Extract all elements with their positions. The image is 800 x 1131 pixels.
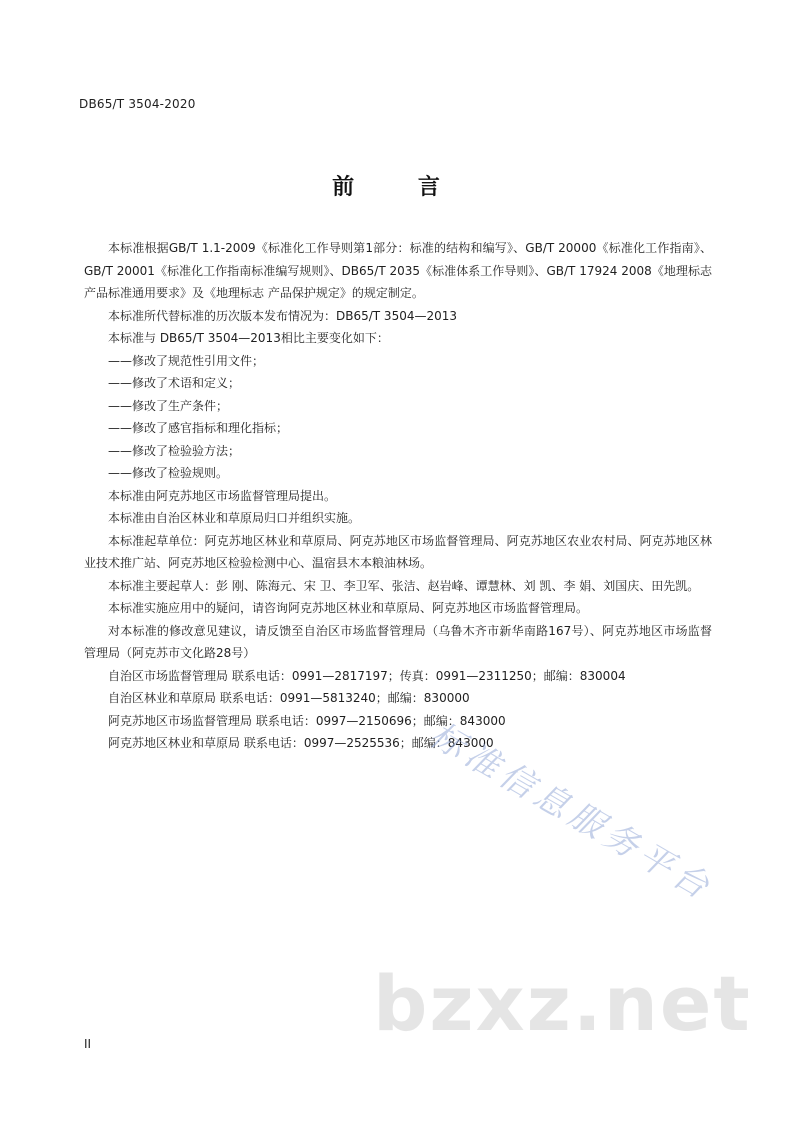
paragraph: 本标准根据GB/T 1.1-2009《标准化工作导则第1部分：标准的结构和编写》、GB/T 20000《标准化工作指南》、GB/T 20001《标准化工作指南标准编写规则》、DB65/T 2035《标准体系工作导则》、GB/T 17924 2008《地理标志产品标准通用要求》及《地理标志 产品保护规定》的规定制定。 — [84, 241, 712, 300]
paragraph: 本标准所代替标准的历次版本发布情况为：DB65/T 3504—2013 — [108, 308, 458, 323]
paragraph: 本标准主要起草人：彭 刚、陈海元、宋 卫、李卫军、张洁、赵岩峰、谭慧林、刘 凯、李 娟、刘国庆、田先凯。 — [108, 578, 700, 593]
contact-line: 阿克苏地区市场监督管理局 联系电话：0997—2150696；邮编：843000 — [108, 713, 506, 728]
change-item: ——修改了术语和定义； — [108, 376, 241, 390]
paragraph: 本标准由自治区林业和草原局归口并组织实施。 — [108, 511, 361, 525]
section-title: 前 言 — [332, 175, 468, 200]
paragraph: 本标准与 DB65/T 3504—2013相比主要变化如下： — [108, 331, 389, 345]
watermark-chinese: 标准信息服务平台 — [423, 714, 721, 910]
paragraph: 对本标准的修改意见建议，请反馈至自治区市场监督管理局（乌鲁木齐市新华南路167号）、阿克苏地区市场监督管理局（阿克苏市文化路28号） — [84, 623, 712, 660]
paragraph: 本标准实施应用中的疑问，请咨询阿克苏地区林业和草原局、阿克苏地区市场监督管理局。 — [108, 601, 589, 615]
change-item: ——修改了检验验方法； — [108, 443, 241, 458]
foreword-body — [84, 237, 712, 755]
contact-line: 自治区市场监督管理局 联系电话：0991—2817197；传真：0991—2311250；邮编：830004 — [108, 668, 626, 683]
change-item: ——修改了生产条件； — [108, 398, 229, 413]
page-number: II — [84, 1037, 92, 1051]
watermark-site: bzxz.net — [373, 959, 752, 1048]
change-item: ——修改了感官指标和理化指标； — [108, 421, 289, 435]
paragraph: 本标准起草单位：阿克苏地区林业和草原局、阿克苏地区市场监督管理局、阿克苏地区农业农村局、阿克苏地区林业技术推广站、阿克苏地区检验检测中心、温宿县木本粮油林场。 — [84, 533, 712, 570]
change-item: ——修改了检验规则。 — [108, 466, 229, 480]
contact-line: 阿克苏地区林业和草原局 联系电话：0997—2525536；邮编：843000 — [108, 736, 494, 750]
change-item: ——修改了规范性引用文件； — [108, 353, 265, 368]
contact-line: 自治区林业和草原局 联系电话：0991—5813240；邮编：830000 — [108, 691, 470, 705]
paragraph: 本标准由阿克苏地区市场监督管理局提出。 — [108, 488, 337, 503]
standard-id: DB65/T 3504-2020 — [79, 97, 196, 111]
